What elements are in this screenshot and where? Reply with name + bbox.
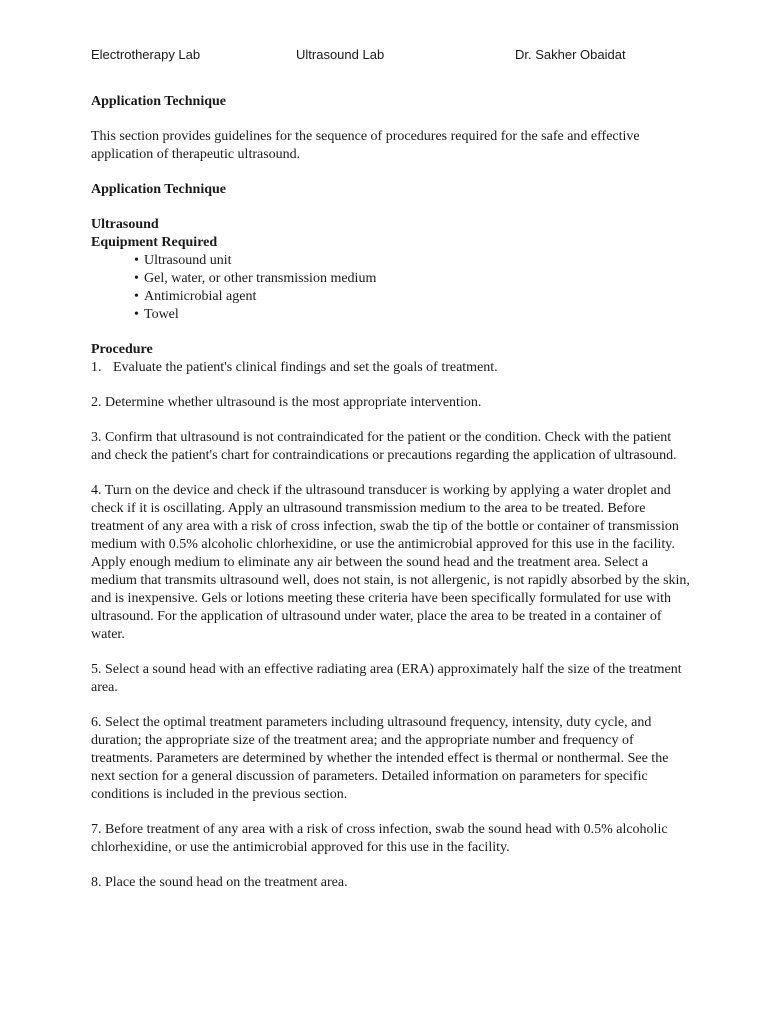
- subsection-title: Ultrasound: [91, 217, 159, 232]
- section-heading: Application Technique: [91, 94, 226, 109]
- list-item: [134, 306, 691, 324]
- equipment-heading: Equipment Required: [91, 235, 218, 250]
- bullet-glyph: •: [134, 253, 139, 268]
- equipment-list: [91, 252, 691, 324]
- bullet-glyph: •: [134, 307, 139, 322]
- procedure-step: 6. Select the optimal treatment parameters including ultrasound frequency, intensity, duty cycle, and duration; the appropriate size of the treatment area; and the appropriate number and frequency of treatments. Parameters are determined by whether the intended effect is thermal or nonthermal. See the next section for a general discussion of parameters. Detailed information on parameters for specific conditions is included in the previous section.: [91, 715, 669, 802]
- procedure-step: 2. Determine whether ultrasound is the most appropriate intervention.: [91, 395, 482, 410]
- bullet-glyph: •: [134, 271, 139, 286]
- procedure-step: 4. Turn on the device and check if the ultrasound transducer is working by applying a water droplet and check if it is oscillating. Apply an ultrasound transmission medium to the area to be treated. Before treatment of any area with a risk of cross infection, swab the tip of the bottle or container of transmission medium with 0.5% alcoholic chlorhexidine, or use the antimicrobial approved for this use in the facility. Apply enough medium to eliminate any air between the sound head and the treatment area. Select a medium that transmits ultrasound well, does not stain, is not allergenic, is not rapidly absorbed by the skin, and is inexpensive. Gels or lotions meeting these criteria have been specifically formulated for use with ultrasound. For the application of ultrasound under water, place the area to be treated in a container of water.: [91, 483, 690, 642]
- bullet-glyph: •: [134, 289, 139, 304]
- procedure-step: 5. Select a sound head with an effective radiating area (ERA) approximately half the size of the treatment area.: [91, 662, 682, 695]
- list-item-text: Antimicrobial agent: [144, 289, 257, 304]
- section-heading-2: Application Technique: [91, 182, 226, 197]
- list-item-text: Ultrasound unit: [144, 253, 232, 268]
- page-header: [91, 47, 691, 65]
- list-item: [134, 252, 691, 270]
- header-right: Dr. Sakher Obaidat: [515, 47, 626, 62]
- header-left: Electrotherapy Lab: [91, 47, 201, 62]
- procedure-step: 3. Confirm that ultrasound is not contraindicated for the patient or the condition. Check with the patient and check the patient's chart for contraindications or precautions regarding the application of ultrasound.: [91, 430, 677, 463]
- step-text: Evaluate the patient's clinical findings and set the goals of treatment.: [113, 360, 498, 375]
- document-body: [91, 93, 691, 892]
- list-item: [134, 270, 691, 288]
- list-item-text: Towel: [144, 307, 179, 322]
- step-number: 1.: [91, 360, 102, 375]
- list-item: [134, 288, 691, 306]
- intro-paragraph: This section provides guidelines for the sequence of procedures required for the safe and effective application of therapeutic ultrasound.: [91, 129, 640, 162]
- header-middle: Ultrasound Lab: [296, 47, 385, 62]
- list-item-text: Gel, water, or other transmission medium: [144, 271, 377, 286]
- procedure-step: [91, 359, 691, 377]
- procedure-heading: Procedure: [91, 342, 153, 357]
- procedure-step: 7. Before treatment of any area with a risk of cross infection, swab the sound head with 0.5% alcoholic chlorhexidine, or use the antimicrobial approved for this use in the facility.: [91, 822, 668, 855]
- procedure-step: 8. Place the sound head on the treatment area.: [91, 875, 348, 890]
